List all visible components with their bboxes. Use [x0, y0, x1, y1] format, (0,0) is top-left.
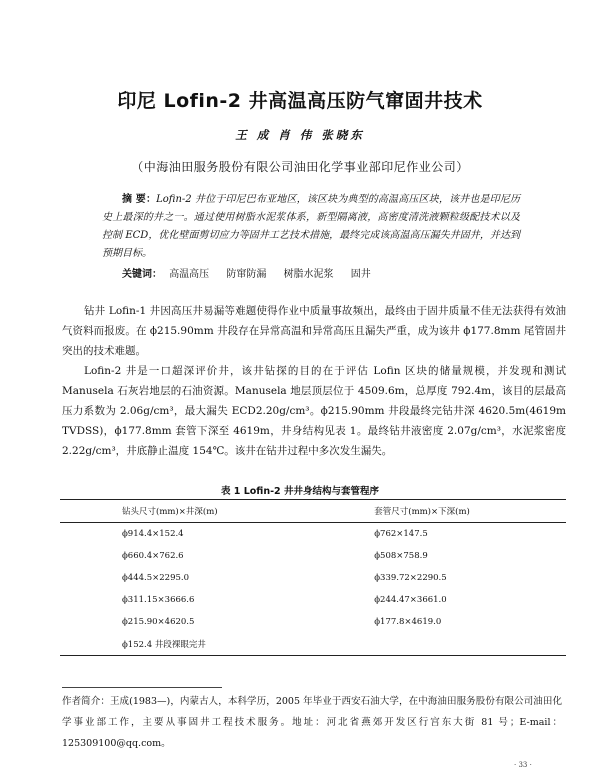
- table-cell-casing: ϕ339.72×2290.5: [374, 573, 447, 583]
- table-cell-casing: ϕ508×758.9: [374, 551, 428, 561]
- table-cell-bit: ϕ914.4×152.4: [122, 529, 184, 539]
- casing-program-table: [60, 499, 566, 656]
- keywords-label: 关键词：: [122, 269, 162, 280]
- table-cell-bit: ϕ660.4×762.6: [122, 551, 184, 561]
- page-number: · 33 ·: [514, 761, 532, 769]
- table-cell-casing: ϕ762×147.5: [374, 529, 428, 539]
- table-row: [60, 545, 566, 567]
- table-row: [60, 633, 566, 656]
- table-row: [60, 567, 566, 589]
- table-cell-bit: ϕ152.4 井段裸眼完井: [122, 640, 206, 650]
- author-list: 王 成 肖 伟 张晓东: [235, 128, 365, 142]
- table-header-bit-size: 钻头尺寸(mm)×井深(m): [60, 500, 316, 523]
- table-row: [60, 611, 566, 633]
- table-caption: 表 1 Lofin-2 井井身结构与套管程序: [221, 486, 379, 497]
- author-footnote: 作者简介：王成(1983—)，内蒙古人，本科学历，2005 年毕业于西安石油大学，在中海油田服务股份有限公司油田化学事业部工作，主要从事固井工程技术服务。地址：河北省燕郊开发区行宫东大街 81 号；E-mail：125309100@qq.com。: [62, 696, 562, 749]
- table-header-row: [60, 500, 566, 523]
- abstract-text: Lofin-2 井位于印尼巴布亚地区，该区块为典型的高温高压区块，该井也是印尼历史上最深的井之一。通过使用树脂水泥浆体系，新型隔离液，高密度清洗液颗粒级配技术以及控制 ECD，优化壁面剪切应力等固井工艺技术措施，最终完成该高温高压漏失井固井，并达到预期目标。: [102, 194, 520, 259]
- author-affiliation: （中海油田服务股份有限公司油田化学事业部印尼作业公司）: [131, 160, 469, 174]
- table-cell-casing: ϕ177.8×4619.0: [374, 617, 442, 627]
- keywords: [122, 267, 522, 283]
- body-paragraph-1: 钻井 Lofin-1 井因高压井易漏等难题使得作业中质量事故频出，最终由于固井质量不佳无法获得有效油气资料而报废。在 ϕ215.90mm 井段存在异常高温和异常高压且漏失严重，成为该井 ϕ177.8mm 尾管固井突出的技术难题。: [62, 305, 566, 357]
- abstract: [102, 191, 520, 263]
- table-row: [60, 523, 566, 546]
- paper-title: 印尼 Lofin-2 井高温高压防气窜固井技术: [117, 90, 483, 112]
- table-cell-casing: [316, 633, 566, 656]
- footnote-divider: [62, 687, 222, 688]
- keyword: 树脂水泥浆: [283, 269, 334, 280]
- table-row: [60, 589, 566, 611]
- keyword: 固井: [350, 269, 371, 280]
- table-cell-bit: ϕ215.90×4620.5: [122, 617, 195, 627]
- table-cell-bit: ϕ311.15×3666.6: [122, 595, 195, 605]
- abstract-label: 摘 要：: [122, 194, 157, 205]
- body-paragraph-2: Lofin-2 井是一口超深评价井，该井钻探的目的在于评估 Lofin 区块的储量规模，并发现和测试 Manusela 石灰岩地层的石油资源。Manusela 地层顶层位于 4509.6m，总厚度 792.4m，该目的层最高压力系数为 2.06g/cm³，最大漏失 ECD2.20g/cm³。ϕ215.90mm 井段最终完钻井深 4620.5m(4619m TVDSS)，ϕ177.8mm 套管下深至 4619m，井身结构见表 1。最终钻井液密度 2.07g/cm³，水泥浆密度 2.22g/cm³，井底静止温度 154℃。该井在钻井过程中多次发生漏失。: [62, 365, 566, 457]
- table-header-casing-size: 套管尺寸(mm)×下深(m): [316, 500, 566, 523]
- table-cell-casing: ϕ244.47×3661.0: [374, 595, 447, 605]
- table-cell-bit: ϕ444.5×2295.0: [122, 573, 189, 583]
- keyword: 防窜防漏: [226, 269, 267, 280]
- keyword: 高温高压: [169, 269, 210, 280]
